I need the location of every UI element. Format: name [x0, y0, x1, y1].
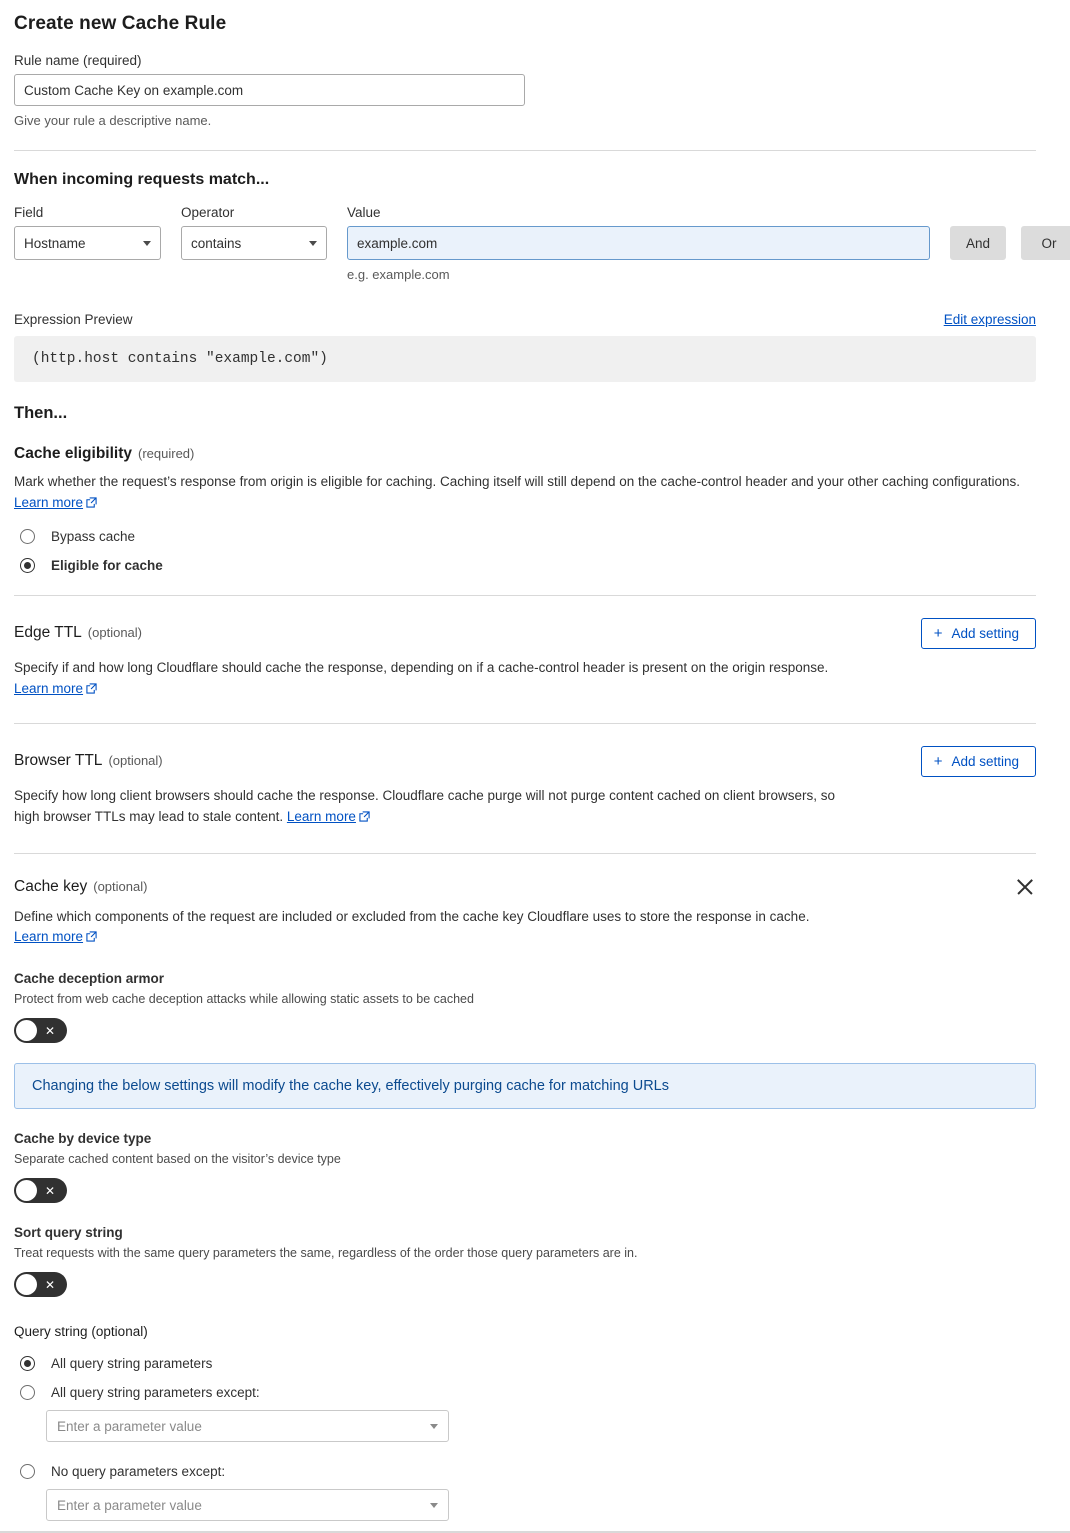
value-label: Value: [347, 205, 381, 220]
browser-ttl-add-setting-label: Add setting: [951, 753, 1019, 769]
page-title: Create new Cache Rule: [14, 13, 227, 34]
edge-ttl-description: [14, 658, 844, 701]
plus-icon: +: [933, 752, 943, 770]
browser-ttl-title-wrap: [14, 752, 163, 770]
cache-key-learn-more-link[interactable]: Learn more: [14, 929, 84, 945]
radio-bypass-cache[interactable]: [14, 529, 1036, 544]
browser-ttl-description-text: Specify how long client browsers should cache the response. Cloudflare cache purge will not purge content cached on client browsers, so high browser TTLs may lead to stale content.: [14, 787, 835, 824]
cache-eligibility-learn-more-link[interactable]: Learn more: [14, 494, 84, 510]
toggle-off-icon: ✕: [44, 1023, 55, 1038]
then-heading: Then...: [14, 404, 68, 422]
cache-key-notice: Changing the below settings will modify the cache key, effectively purging cache for matching URLs: [14, 1063, 1036, 1109]
cache-eligibility-description-text: Mark whether the request’s response from origin is eligible for caching. Caching itself will still depend on the cache-control header and your other caching configurations.: [14, 474, 1021, 489]
chevron-down-icon: [430, 1424, 438, 1429]
radio-all-query-string-parameters[interactable]: [14, 1356, 1036, 1371]
query-string-title-wrap: [14, 1323, 1036, 1339]
all-except-parameter-select[interactable]: [46, 1410, 449, 1442]
radio-icon: [20, 558, 35, 573]
browser-ttl-title: Browser TTL: [14, 752, 103, 770]
cache-eligibility-required: (required): [138, 446, 195, 461]
rule-name-input[interactable]: [14, 74, 525, 106]
divider: [14, 595, 1036, 596]
query-string-optional: (optional): [91, 1324, 148, 1340]
cache-key-description-text: Define which components of the request are included or excluded from the cache key Cloudflare uses to store the response in cache.: [14, 908, 810, 924]
sort-query-string-label: Sort query string: [14, 1225, 123, 1241]
cache-eligibility-description: [14, 472, 1024, 515]
edge-ttl-description-text: Specify if and how long Cloudflare should cache the response, depending on if a cache-control header is present on the origin response.: [14, 659, 829, 675]
cache-deception-armor-description: Protect from web cache deception attacks while allowing static assets to be cached: [14, 992, 474, 1007]
external-link-icon: [359, 808, 370, 829]
browser-ttl-add-setting-button[interactable]: [921, 746, 1036, 777]
radio-all-query-string-parameters-except-label: All query string parameters except:: [51, 1385, 260, 1401]
or-button[interactable]: Or: [1021, 226, 1070, 260]
cache-by-device-type-label: Cache by device type: [14, 1131, 152, 1147]
field-column: [14, 205, 161, 260]
cache-key-title-wrap: [14, 878, 147, 896]
expression-preview-label: Expression Preview: [14, 312, 133, 327]
radio-icon: [20, 529, 35, 544]
no-except-parameter-select[interactable]: [46, 1489, 449, 1521]
edge-ttl-title: Edge TTL: [14, 624, 82, 642]
edge-ttl-title-wrap: [14, 624, 142, 642]
browser-ttl-description: [14, 786, 844, 829]
toggle-knob: [16, 1274, 37, 1295]
and-column: [950, 205, 1006, 260]
radio-no-query-parameters-except[interactable]: [14, 1464, 1036, 1479]
edge-ttl-learn-more-link[interactable]: Learn more: [14, 680, 84, 696]
operator-label: Operator: [181, 205, 235, 220]
sort-query-string-description: Treat requests with the same query parameters the same, regardless of the order those query parameters are in.: [14, 1246, 638, 1261]
external-link-icon: [86, 494, 97, 515]
radio-icon: [20, 1385, 35, 1400]
external-link-icon: [86, 928, 97, 949]
cache-by-device-type-description: Separate cached content based on the visitor’s device type: [14, 1152, 341, 1167]
radio-all-query-string-parameters-except[interactable]: [14, 1385, 1036, 1400]
match-heading: When incoming requests match...: [14, 171, 270, 188]
divider: [14, 150, 1036, 151]
edge-ttl-section: [14, 618, 1036, 701]
cache-eligibility-header: [14, 445, 1036, 463]
radio-all-query-string-parameters-label: All query string parameters: [51, 1356, 213, 1372]
cache-eligibility-section: [14, 445, 1036, 573]
operator-select-value: contains: [191, 235, 242, 251]
cache-key-description: [14, 907, 1024, 950]
cache-eligibility-title: Cache eligibility: [14, 445, 133, 462]
cache-key-title: Cache key: [14, 877, 88, 895]
chevron-down-icon: [143, 241, 151, 246]
toggle-knob: [16, 1180, 37, 1201]
create-cache-rule-form: [0, 13, 1070, 1521]
all-except-parameter-placeholder: Enter a parameter value: [57, 1418, 202, 1434]
edge-ttl-add-setting-button[interactable]: [921, 618, 1036, 649]
edge-ttl-optional: (optional): [87, 625, 142, 641]
radio-icon: [20, 1464, 35, 1479]
close-icon[interactable]: [1014, 876, 1036, 898]
query-string-title: Query string: [14, 1324, 88, 1340]
external-link-icon: [86, 680, 97, 701]
value-column: [347, 205, 930, 282]
edge-ttl-header: [14, 618, 1036, 649]
match-row: [14, 205, 1057, 282]
expression-preview-text: (http.host contains "example.com"): [14, 336, 1036, 382]
spacer: [950, 205, 1006, 220]
field-select-value: Hostname: [24, 235, 86, 251]
value-input[interactable]: [347, 226, 930, 260]
operator-column: [181, 205, 327, 260]
browser-ttl-header: [14, 746, 1036, 777]
divider: [14, 853, 1036, 854]
sort-query-string-toggle[interactable]: [14, 1272, 67, 1297]
rule-name-helper: Give your rule a descriptive name.: [14, 113, 212, 128]
browser-ttl-section: [14, 746, 1036, 829]
or-column: [1021, 205, 1070, 260]
browser-ttl-learn-more-link[interactable]: Learn more: [286, 808, 356, 824]
value-helper: e.g. example.com: [347, 267, 450, 282]
cache-key-header: [14, 876, 1036, 898]
chevron-down-icon: [430, 1503, 438, 1508]
cache-eligibility-title-wrap: [14, 445, 194, 463]
field-select[interactable]: [14, 226, 161, 260]
plus-icon: +: [933, 624, 943, 642]
rule-name-label: Rule name (required): [14, 53, 142, 68]
no-except-parameter-placeholder: Enter a parameter value: [57, 1497, 202, 1513]
radio-icon: [20, 1356, 35, 1371]
radio-no-query-parameters-except-label: No query parameters except:: [51, 1464, 226, 1480]
chevron-down-icon: [309, 241, 317, 246]
edge-ttl-add-setting-label: Add setting: [951, 625, 1019, 641]
radio-eligible-for-cache[interactable]: [14, 558, 1036, 573]
divider: [14, 723, 1036, 724]
operator-select[interactable]: [181, 226, 327, 260]
radio-bypass-cache-label: Bypass cache: [51, 528, 136, 544]
cache-key-section: [14, 876, 1036, 1522]
radio-eligible-for-cache-label: Eligible for cache: [51, 557, 163, 573]
edit-expression-link[interactable]: Edit expression: [943, 312, 1036, 327]
cache-deception-armor-toggle[interactable]: [14, 1018, 67, 1043]
cache-deception-armor-label: Cache deception armor: [14, 971, 165, 987]
toggle-off-icon: ✕: [44, 1277, 55, 1292]
browser-ttl-optional: (optional): [108, 753, 163, 769]
toggle-off-icon: ✕: [44, 1183, 55, 1198]
spacer: [1021, 205, 1070, 220]
field-label: Field: [14, 205, 44, 220]
cache-key-optional: (optional): [93, 878, 148, 894]
and-button[interactable]: And: [950, 226, 1006, 260]
cache-by-device-type-toggle[interactable]: [14, 1178, 67, 1203]
expression-header: [14, 312, 1036, 327]
toggle-knob: [16, 1020, 37, 1041]
